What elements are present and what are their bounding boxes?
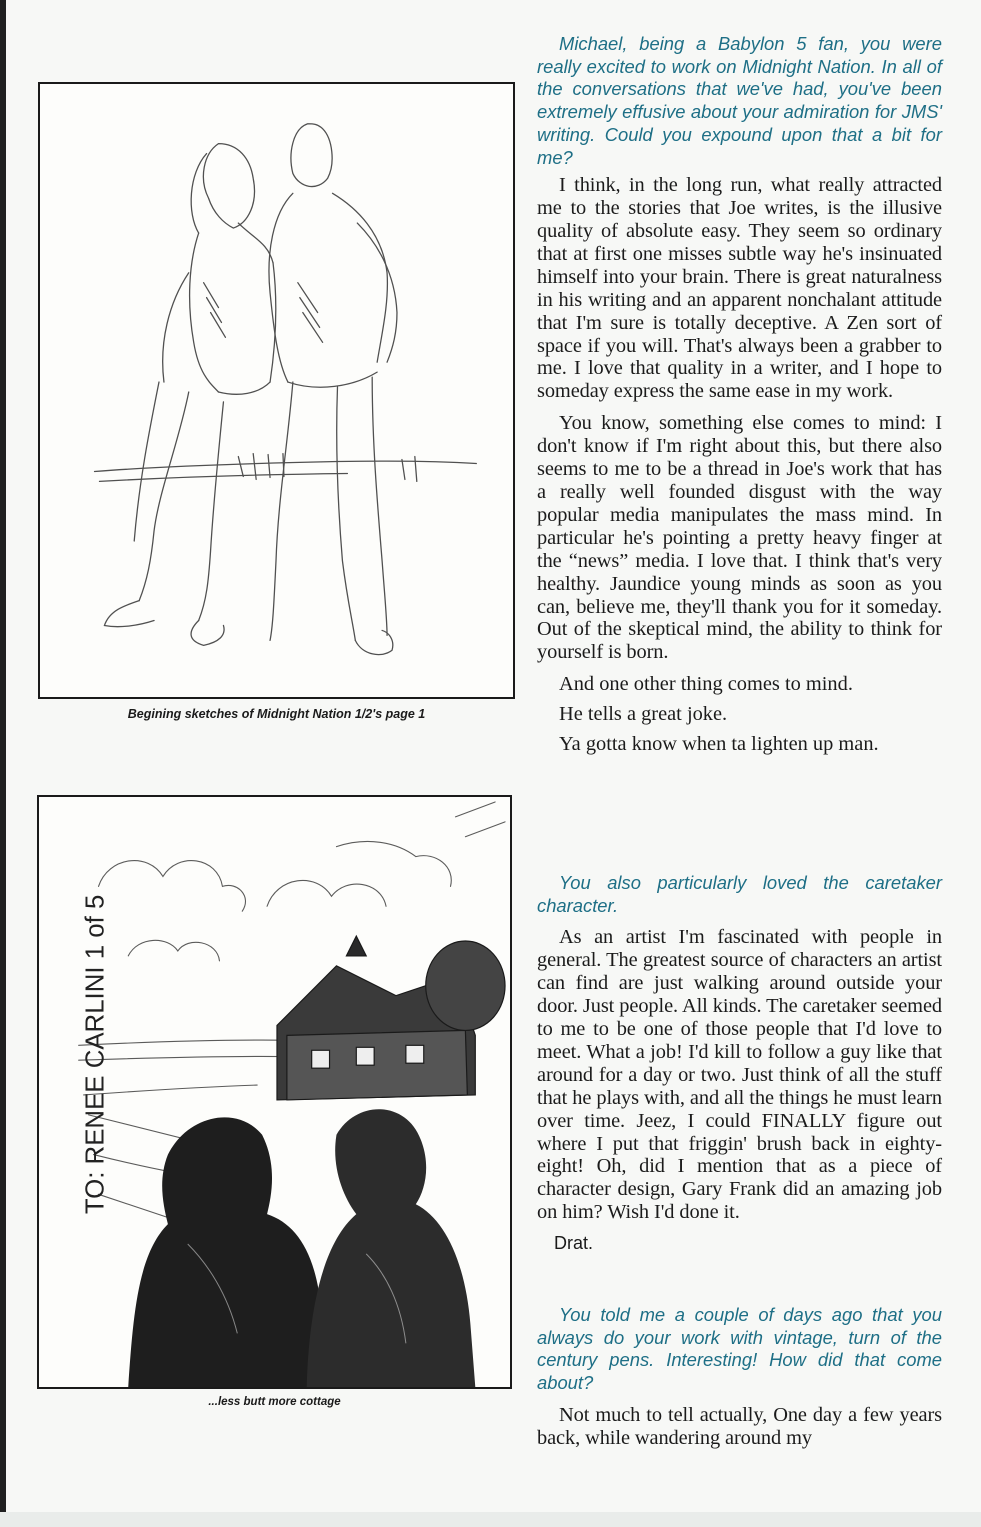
sketch-cottage-drawing [37,795,512,1389]
interview-answer-line: Ya gotta know when ta lighten up man. [559,733,879,756]
sketch-figures-walking [38,82,515,699]
pencil-sketch-figures [40,84,513,697]
sketch-caption: Begining sketches of Midnight Nation 1/2's page 1 [127,707,426,721]
interview-answer-line: He tells a great joke. [559,703,728,726]
interview-answer-line: And one other thing comes to mind. [559,673,853,696]
page-bottom-margin [0,1512,981,1527]
interview-answer-line: Drat. [554,1233,594,1254]
interview-question: Michael, being a Babylon 5 fan, you were really excited to work on Midnight Nation. In all of the conversations that we've had, you've been extremely effusive about your admiration for JMS' writing. Could you expound upon that a bit for me? [537,33,942,168]
interview-answer-paragraph: You know, something else comes to mind: I don't know if I'm right about this, but there also seems to me to be a thread in Joe's work that has a really well founded disgust with the way popular media manipulates the mass mind. In particular he's pointing a pretty heavy finger at the “news” media. I love that. I think that's very healthy. Jaundice young minds as soon as you can, believe me, they'll thank you for it someday. Out of the skeptical mind, the ability to think for yourself is born. [537,412,942,664]
interview-answer-paragraph: As an artist I'm fascinated with people in general. The greatest source of characters an artist can find are just walking around outside your door. Just people. All kinds. The caretaker seemed to me to be one of those people that I'd love to meet. What a job! I'd kill to follow a guy like that around for a day or two. Just think of all the stuff that he plays with, and all the things he must learn over time. Jeez, I could FINALLY figure out where I put that friggin' brush back in eighty-eight! Oh, did I mention that as a piece of character design, Gary Frank did an amazing job on him? Wish I'd done it. [537,926,942,1224]
sketch-caption-cottage: ...less butt more cottage [208,1396,341,1408]
page-edge [0,0,6,1512]
interview-answer-paragraph: I think, in the long run, what really attracted me to the stories that Joe writes, is the illusive quality of absolute easy. They seem so ordinary that at first one misses subtle way he's insinuated himself into your brain. There is great naturalness in his writing and an apparent nonchalant attitude that I'm sure is totally deceptive. A Zen sort of space if you will. That's always been a grabber to me. I love that quality in a writer, and I hope to someday express the same ease in my work. [537,174,942,403]
artist-signature: TO: RENEE CARLINI 1 of 5 [81,894,110,1215]
interview-block-1 [537,33,942,756]
interview-question: You told me a couple of days ago that you always do your work with vintage, turn of the century pens. Interesting! How did that come about? [537,1304,942,1394]
interview-answer-paragraph: Not much to tell actually, One day a few years back, while wandering around my [537,1403,942,1449]
interview-question: You also particularly loved the caretaker character. [537,872,942,916]
interview-block-3 [537,1304,942,1450]
ink-drawing-cottage [39,797,510,1387]
interview-block-2 [537,872,942,1254]
